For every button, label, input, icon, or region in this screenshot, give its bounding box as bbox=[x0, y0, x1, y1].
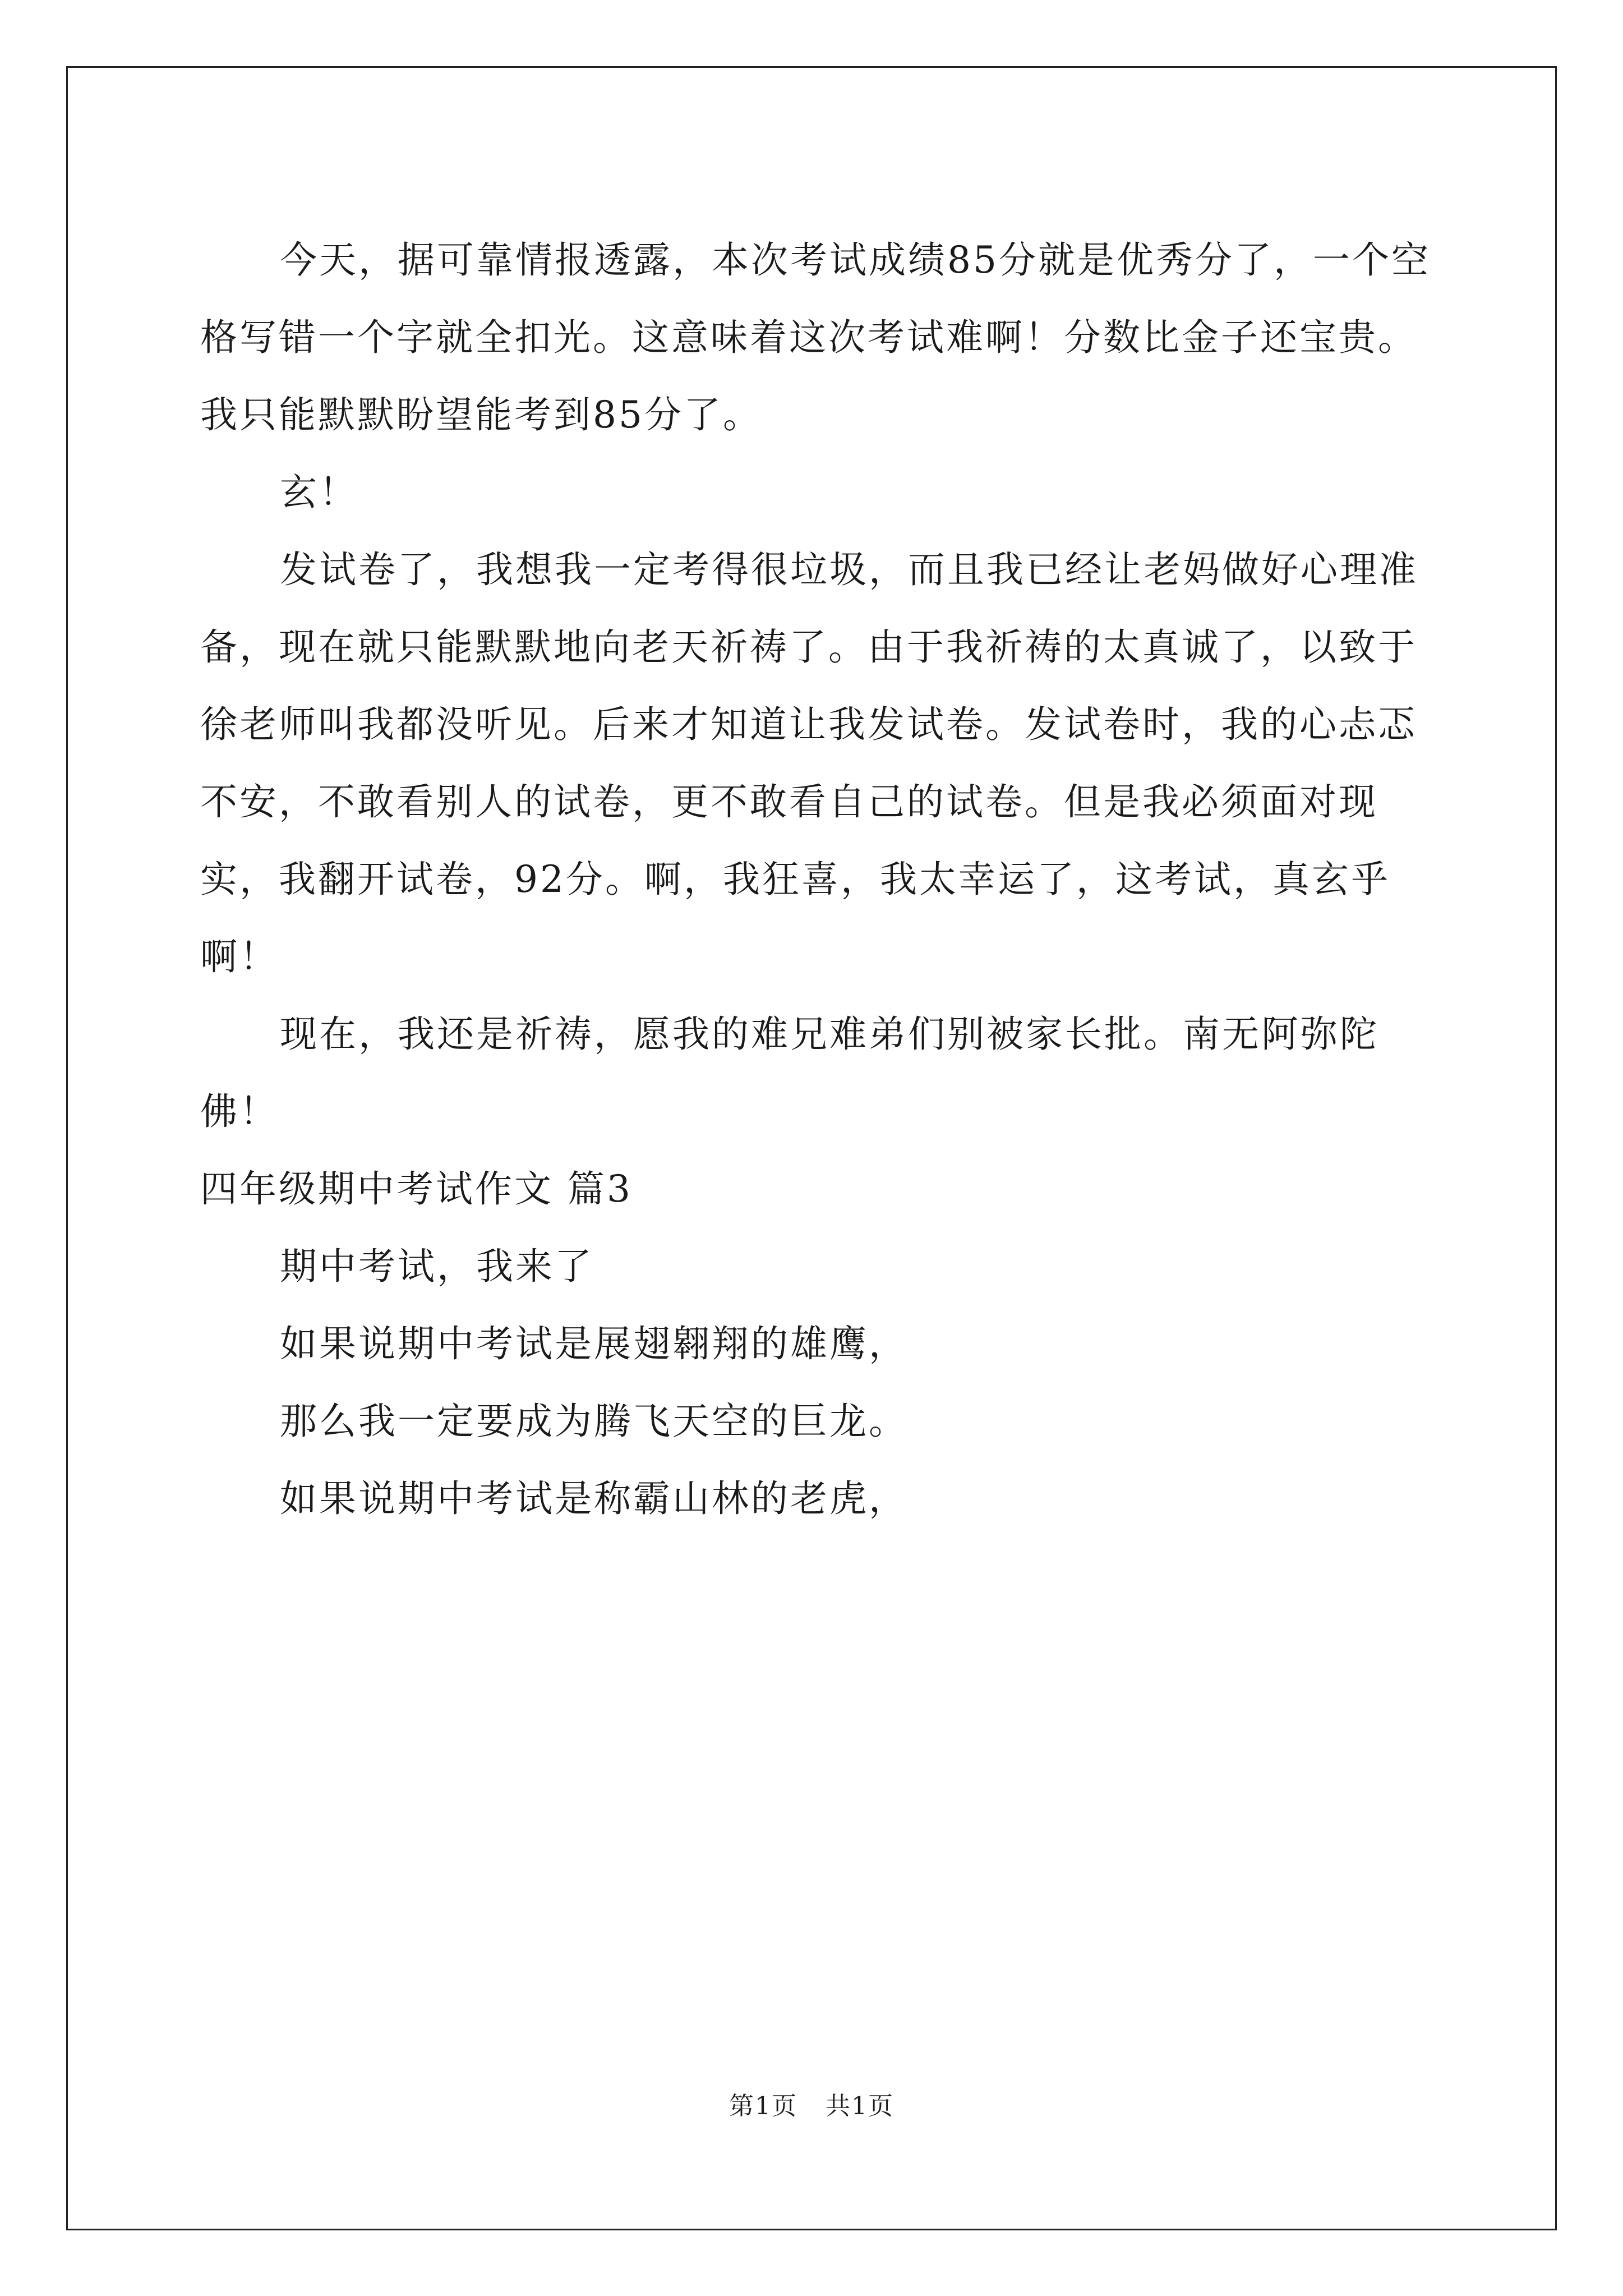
section-heading: 四年级期中考试作文 篇3 bbox=[200, 1167, 633, 1211]
paragraph-exam-score: 今天，据可靠情报透露，本次考试成绩85分就是优秀分了，一个空格写错一个字就全扣光。这意味着这次考试难啊！分数比金子还宝贵。我只能默默盼望能考到85分了。 bbox=[200, 238, 1431, 436]
poem-line-3: 那么我一定要成为腾飞天空的巨龙。 bbox=[280, 1400, 908, 1443]
paragraph-exam-papers: 发试卷了，我想我一定考得很垃圾，而且我已经让老妈做好心理准备，现在就只能默默地向老天祈祷了。由于我祈祷的太真诚了，以致于徐老师叫我都没听见。后来才知道让我发试卷。发试卷时，我的心忐忑不安，不敢看别人的试卷，更不敢看自己的试卷。但是我必须面对现实，我翻开试卷，92分。啊，我狂喜，我太幸运了，这考试，真玄乎啊！ bbox=[200, 548, 1418, 978]
page-number: 第1页 bbox=[729, 2092, 797, 2120]
poem-line-1: 期中考试，我来了 bbox=[280, 1245, 594, 1288]
document-body bbox=[200, 222, 1451, 1538]
page-footer bbox=[0, 2086, 1623, 2122]
page-total: 共1页 bbox=[826, 2092, 894, 2120]
paragraph-xuan: 玄！ bbox=[280, 471, 358, 514]
poem-line-2: 如果说期中考试是展翅翱翔的雄鹰， bbox=[280, 1322, 908, 1365]
poem-line-4: 如果说期中考试是称霸山林的老虎， bbox=[280, 1477, 908, 1520]
paragraph-prayer: 现在，我还是祈祷，愿我的难兄难弟们别被家长批。南无阿弥陀佛！ bbox=[200, 1013, 1379, 1133]
